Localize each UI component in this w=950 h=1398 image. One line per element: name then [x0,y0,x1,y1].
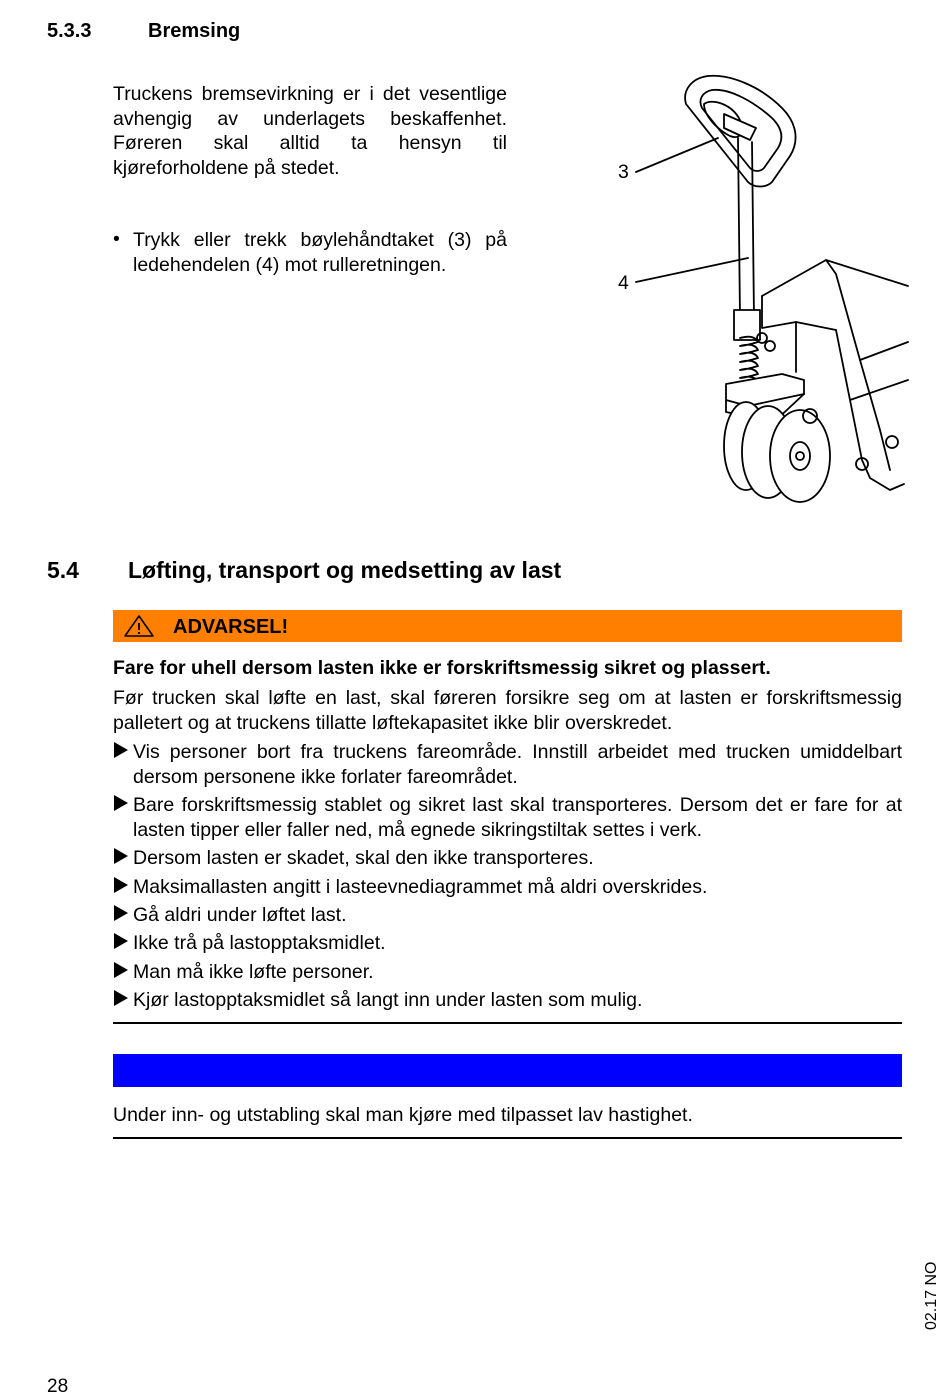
section-title: Bremsing [148,20,241,42]
bullet-text: Trykk eller trekk bøylehåndtaket (3) på ledehendelen (4) mot rulleretningen. [133,229,507,276]
warning-item-text: Vis personer bort fra truckens fareområde. Innstill arbeidet med trucken umiddelbart dersom personene ikke forlater fareområdet. [133,741,902,788]
brake-bullet [113,228,507,277]
warning-item [113,988,902,1013]
arrow-bullet-icon [113,741,129,759]
section-number: 5.4 [47,557,79,583]
brake-paragraph: Truckens bremsevirkning er i det vesentlige avhengig av underlagets beskaffenhet. Føreren skal alltid ta hensyn til kjøreforholdene på stedet. [113,83,507,179]
arrow-bullet-icon [113,876,129,894]
warning-heading: Fare for uhell dersom lasten ikke er forskriftsmessig sikret og plassert. [113,657,771,679]
warning-label: ADVARSEL! [173,616,289,638]
warning-item [113,875,902,900]
warning-item [113,846,902,871]
bullet-marker: • [113,228,120,250]
arrow-bullet-icon [113,794,129,812]
warning-item-text: Man må ikke løfte personer. [133,961,374,983]
warning-end-rule [113,1022,902,1024]
warning-item [113,903,902,928]
note-banner [113,1054,902,1087]
figure-label-4: 4 [618,272,629,294]
page-number: 28 [47,1376,69,1397]
arrow-bullet-icon [113,989,129,1007]
warning-item-text: Bare forskriftsmessig stablet og sikret last skal transporteres. Dersom det er fare for at lasten tipper eller faller ned, må egnede sikringstiltak settes i verk. [133,794,902,841]
note-end-rule [113,1137,902,1139]
warning-item [113,740,902,789]
warning-item [113,931,902,956]
note-text: Under inn- og utstabling skal man kjøre med tilpasset lav hastighet. [113,1104,693,1126]
section-number: 5.3.3 [47,20,92,42]
warning-item [113,793,902,842]
footer-date: 02.17 NO [923,1261,940,1330]
warning-triangle-icon [123,614,155,638]
warning-item-text: Dersom lasten er skadet, skal den ikke transporteres. [133,847,594,869]
warning-item-text: Ikke trå på lastopptaksmidlet. [133,932,386,954]
arrow-bullet-icon [113,961,129,979]
section-title: Løfting, transport og medsetting av last [128,557,562,583]
warning-item-text: Maksimallasten angitt i lasteevnediagrammet må aldri overskrides. [133,876,708,898]
warning-intro: Før trucken skal løfte en last, skal føreren forsikre seg om at lasten er forskriftsmessig palletert og at truckens tillatte løftekapasitet ikke blir overskredet. [113,687,902,734]
warning-banner [113,610,902,642]
arrow-bullet-icon [113,904,129,922]
warning-item [113,960,902,985]
arrow-bullet-icon [113,932,129,950]
warning-item-text: Gå aldri under løftet last. [133,904,347,926]
pallet-truck-illustration [600,60,910,510]
warning-item-text: Kjør lastopptaksmidlet så langt inn under lasten som mulig. [133,989,643,1011]
arrow-bullet-icon [113,847,129,865]
figure-label-3: 3 [618,161,629,183]
